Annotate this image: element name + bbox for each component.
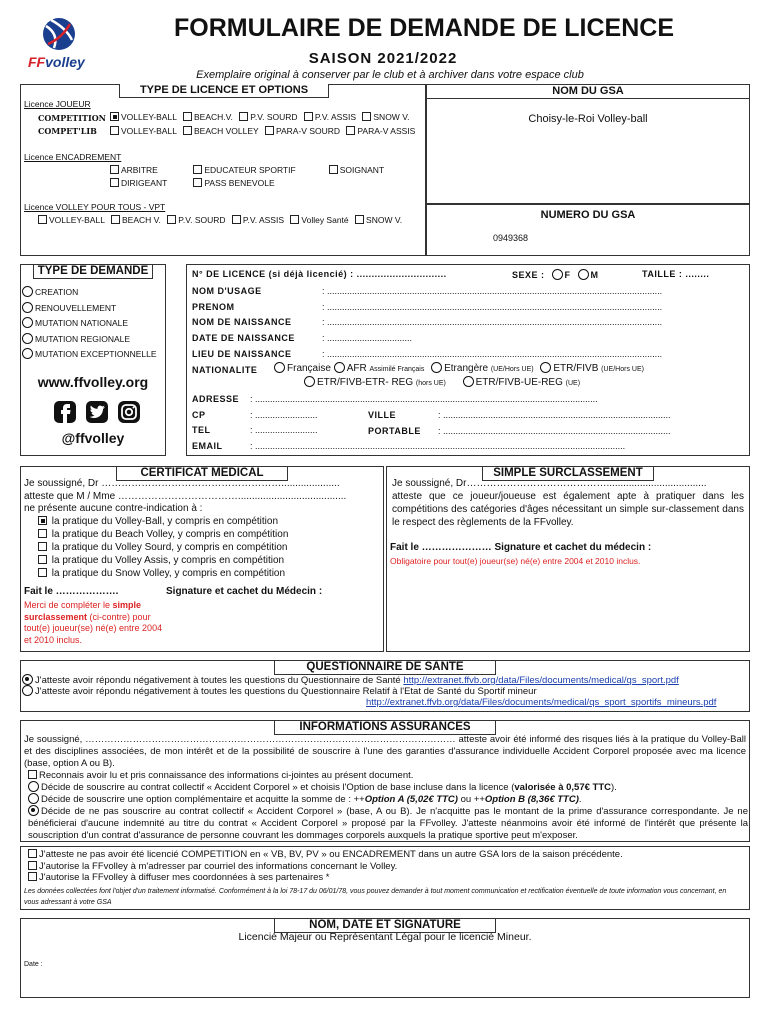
radio-nat-etrangere[interactable] (431, 362, 442, 373)
checkbox-attestation-courriel[interactable] (28, 861, 37, 870)
checkbox-volleyball-competlib[interactable] (110, 126, 119, 135)
competlib-label: COMPET'LIB (38, 126, 97, 136)
surclassement-text: atteste que ce joueur/joueuse est également apte à pratiquer dans les compétitions des catégories d'âges nécessitant un simple sur-classement dans le respect des règlements de la FFvolley. (392, 491, 744, 528)
vpt-row (38, 215, 402, 225)
radio-renouvellement[interactable] (22, 302, 33, 313)
identity-fields (322, 284, 746, 363)
surclassement-heading: SIMPLE SURCLASSEMENT (482, 466, 654, 481)
radio-nat-etr-fivb-etr-reg[interactable] (304, 376, 315, 387)
attestation-item[interactable] (28, 872, 623, 884)
checkbox-pv-assis-competition[interactable] (304, 112, 313, 121)
option-label: EDUCATEUR SPORTIF (204, 165, 296, 175)
option-label: P.V. ASSIS (242, 215, 285, 225)
option-label: VOLLEY-BALL (49, 215, 105, 225)
nat-sublabel: (hors UE) (415, 380, 446, 387)
attestation-label: J'atteste ne pas avoir été licencié COMPETITION en « VB, BV, PV » ou ENCADREMENT dans un autre GSA lors de la saison précédente. (39, 849, 623, 860)
certificat-option[interactable] (38, 567, 288, 580)
nat-sublabel: (UE/Hors UE) (601, 366, 644, 373)
prenom-field[interactable]: : ...................................................................................................................................... (322, 301, 663, 312)
option-label: Reconnais avoir lu et pris connaissance des informations ci-jointes au présent document. (39, 770, 414, 781)
twitter-icon[interactable] (86, 401, 108, 423)
checkbox-vpt-beach[interactable] (111, 215, 120, 224)
checkbox-arbitre[interactable] (110, 165, 119, 174)
nat-label: Française (287, 363, 331, 374)
option-label: la pratique du Volley Assis, y compris en compétition (51, 555, 285, 566)
note-part: Merci de compléter le (24, 600, 113, 610)
gsa-number-value[interactable]: 0949368 (493, 233, 529, 243)
checkbox-vpt-pv-sourd[interactable] (167, 215, 176, 224)
option-label: P.V. SOURD (250, 112, 298, 122)
option-label: VOLLEY-BALL (121, 126, 177, 136)
checkbox-cert-sourd[interactable] (38, 542, 47, 551)
cp-field[interactable]: : ......................... (250, 409, 318, 420)
portable-label: PORTABLE (368, 425, 421, 436)
nationalite-row1 (274, 362, 644, 374)
surclassement-fait[interactable]: Fait le ………………… Signature et cachet du médecin : (390, 542, 652, 553)
demande-option[interactable] (22, 316, 157, 332)
licence-number-label: N° DE LICENCE (si déjà licencié) : (192, 269, 354, 279)
option-label: SNOW V. (366, 215, 403, 225)
assurances-paragraph: Je soussigné, ……………………………………………………………………………………………………… atteste avoir été informé des risques liés à la pratique du Volley-Ball et des disciplines associées, de mon intérêt et de la possibilité de souscrire à l'une des garanties d'assurance individuelle Accident Corporel proposée avec ma licence (base, option A ou B). (24, 734, 746, 769)
facebook-icon[interactable] (54, 401, 76, 423)
sexe-m-label: M (590, 270, 599, 280)
checkbox-attestation-partenaires[interactable] (28, 872, 37, 881)
taille-field[interactable]: ........ (685, 269, 710, 279)
option-label: SOIGNANT (339, 165, 385, 175)
licence-vpt-label: Licence VOLLEY POUR TOUS - VPT (24, 202, 166, 212)
licence-number-field[interactable]: .............................. (356, 269, 447, 279)
checkbox-cert-snow[interactable] (38, 568, 47, 577)
assurance-option-2[interactable]: Décide de souscrire au contrat collectif « Accident Corporel » et choisis l'Option de base incluse dans la licence (valorisée à 0,57€ TTC). (28, 781, 617, 793)
checkbox-dirigeant[interactable] (110, 178, 119, 187)
surclassement-doctor-line[interactable]: Je soussigné, Dr…………………………………….................................... (392, 478, 707, 489)
sexe-f-label: F (564, 270, 571, 280)
lieu-naissance-field[interactable]: : ...................................................................................................................................... (322, 348, 663, 359)
identity-row-sexe (512, 269, 599, 280)
option-b: Option B (8,36€ TTC) (484, 794, 579, 805)
radio-mutation-exceptionnelle[interactable] (22, 348, 33, 359)
nom-naissance-label: NOM DE NAISSANCE (192, 317, 292, 328)
gsa-name-value[interactable]: Choisy-le-Roi Volley-ball (528, 113, 648, 125)
radio-mutation-nationale[interactable] (22, 317, 33, 328)
checkbox-vpt-volleyball[interactable] (38, 215, 47, 224)
nat-label: AFR (346, 363, 367, 374)
demande-heading: TYPE DE DEMANDE (33, 264, 153, 279)
nat-label: Etrangère (444, 363, 489, 374)
adresse-label: ADRESSE (192, 394, 240, 404)
radio-assurance-complementaire[interactable] (28, 793, 39, 804)
option-label: la pratique du Volley Sourd, y compris en compétition (51, 542, 288, 553)
privacy-note: Les données collectées font l'objet d'un traitement informatisé. Conformément à la loi 78-17 du 06/01/78, vous pouvez demander à tout moment communication et rectification éventuelle de toute information vous concernant, en vous adressant à votre GSA (24, 888, 727, 906)
option-label: SNOW V. (373, 112, 410, 122)
nationalite-row2 (304, 376, 580, 388)
licence-joueur-label: Licence JOUEUR (24, 99, 91, 109)
certificat-intro: ne présente aucune contre-indication à : (24, 503, 203, 514)
radio-sexe-f[interactable] (552, 269, 563, 280)
radio-assurance-base[interactable] (28, 781, 39, 792)
signature-subtitle: Licencié Majeur ou Représentant Légal pour le licencié Mineur. (238, 931, 532, 943)
certificat-heading: CERTIFICAT MEDICAL (116, 466, 288, 481)
radio-questionnaire-adulte[interactable] (22, 674, 33, 685)
contact-labels (192, 392, 239, 455)
encadrement-row2 (110, 178, 275, 188)
questionnaire-text: J'atteste avoir répondu négativement à toutes les questions du Questionnaire Relatif à l'Etat de Santé du Sportif mineur (35, 686, 537, 697)
lieu-naissance-label: LIEU DE NAISSANCE (192, 348, 292, 359)
checkbox-beach-competlib[interactable] (183, 126, 192, 135)
checkbox-pass-benevole[interactable] (193, 178, 202, 187)
radio-mutation-regionale[interactable] (22, 333, 33, 344)
radio-sexe-m[interactable] (578, 269, 589, 280)
certificat-option[interactable] (38, 515, 288, 528)
option-label: la pratique du Volley-Ball, y compris en compétition (51, 516, 279, 527)
questionnaire-text: J'atteste avoir répondu négativement à toutes les questions du Questionnaire de Santé (35, 675, 404, 686)
sexe-label: SEXE : (512, 270, 545, 280)
attestation-label: J'autorise la FFvolley à diffuser mes coordonnées à ses partenaires * (39, 872, 330, 883)
social-handle: @ffvolley (61, 430, 125, 446)
checkbox-vpt-snow[interactable] (355, 215, 364, 224)
social-icons (54, 400, 144, 424)
assurance-option-1[interactable] (28, 770, 413, 781)
questionnaire-link-adulte[interactable]: http://extranet.ffvb.org/data/Files/documents/medical/qs_sport.pdf (403, 675, 679, 686)
ville-label: VILLE (368, 410, 397, 420)
nat-label: ETR/FIVB (553, 363, 599, 374)
option-label: VOLLEY-BALL (121, 112, 177, 122)
nat-sublabel: (UE/Hors UE) (490, 366, 534, 373)
checkbox-educateur[interactable] (193, 165, 202, 174)
questionnaire-link-mineur[interactable]: http://extranet.ffvb.org/data/Files/documents/medical/qs_sport_sportifs_mineurs.pdf (366, 697, 717, 708)
checkbox-vpt-sante[interactable] (290, 215, 299, 224)
checkbox-vpt-pv-assis[interactable] (232, 215, 241, 224)
signature-box (20, 918, 750, 998)
nat-label: ETR/FIVB-UE-REG (475, 377, 563, 388)
demande-option[interactable] (22, 301, 157, 317)
email-field[interactable]: : .................................................................................................................................................... (250, 441, 626, 452)
radio-creation[interactable] (22, 286, 33, 297)
checkbox-soignant[interactable] (329, 165, 338, 174)
signature-heading: NOM, DATE ET SIGNATURE (274, 918, 496, 933)
attestation-label: J'autorise la FFvolley à m'adresser par courriel des informations concernant le Volley. (39, 860, 398, 872)
option-label: PARA-V SOURD (275, 126, 341, 136)
option-label: CREATION (35, 287, 79, 297)
option-label: PARA-V ASSIS (357, 126, 416, 136)
radio-nat-francaise[interactable] (274, 362, 285, 373)
certificat-options (38, 515, 288, 580)
nom-usage-label: NOM D'USAGE (192, 286, 262, 296)
certificat-option[interactable] (38, 528, 288, 541)
checkbox-para-assis-competlib[interactable] (346, 126, 355, 135)
page-title: FORMULAIRE DE DEMANDE DE LICENCE (173, 14, 674, 42)
checkbox-assurance-reconnais[interactable] (28, 770, 37, 779)
option-price: valorisée à 0,57€ TTC (514, 782, 612, 793)
checkbox-pv-sourd-competition[interactable] (239, 112, 248, 121)
note-part: (ci-contre) pour tout(e) joueur(se) né(e) entre 2004 et 2010 inclus. (24, 611, 163, 645)
attestation-item[interactable] (28, 861, 623, 873)
signature-date-label[interactable]: Date : (24, 961, 43, 968)
checkbox-para-sourd-competlib[interactable] (265, 126, 274, 135)
licence-type-heading: TYPE DE LICENCE ET OPTIONS (119, 84, 329, 98)
radio-assurance-refus[interactable] (28, 805, 39, 816)
questionnaire-heading: QUESTIONNAIRE DE SANTE (274, 660, 496, 675)
certificat-doctor-line[interactable]: Je soussigné, Dr ………………………………………………..................... (24, 478, 340, 489)
option-or: ou ++ (457, 794, 485, 805)
certificat-fait-le[interactable]: Fait le ………………. (24, 586, 119, 597)
radio-nat-etr-fivb-ue-reg[interactable] (463, 376, 474, 387)
cp-label: CP (192, 409, 206, 420)
option-label: BEACH V. (121, 215, 161, 225)
option-label: Décide de souscrire au contrat collectif « Accident Corporel » et choisis l'Option de base incluse dans la licence ( (41, 782, 515, 793)
certificat-signature-label: Signature et cachet du Médecin : (166, 586, 323, 597)
encadrement-row1 (110, 165, 384, 175)
logo-text: FFvolley (28, 54, 85, 70)
option-label: MUTATION NATIONALE (35, 318, 129, 328)
certificat-note (24, 600, 164, 646)
option-label: P.V. ASSIS (314, 112, 357, 122)
portable-field[interactable]: : ........................................................................................... (438, 425, 671, 436)
checkbox-snow-competition[interactable] (362, 112, 371, 121)
identity-row-taille (642, 269, 709, 279)
option-label: ARBITRE (121, 165, 158, 175)
certificat-option[interactable] (38, 554, 288, 567)
ffvolley-logo (26, 14, 92, 72)
prenom-label: PRENOM (192, 301, 235, 312)
website-text: www.ffvolley.org (37, 374, 149, 390)
assurance-option-4[interactable] (28, 805, 748, 842)
ville-portable-fields (438, 408, 746, 439)
nationalite-label: NATIONALITE (192, 364, 258, 375)
checkbox-cert-beach[interactable] (38, 529, 47, 538)
option-label: MUTATION REGIONALE (35, 333, 131, 344)
certificat-patient-line[interactable]: atteste que M / Mme ………………………………....................................... (24, 490, 347, 502)
nat-sublabel: Assimilé Français (369, 366, 425, 373)
surclassement-note: Obligatoire pour tout(e) joueur(se) né(e) entre 2004 et 2010 inclus. (390, 556, 641, 566)
gsa-name-box (426, 84, 750, 204)
option-label: Volley Santé (301, 215, 349, 225)
assurances-heading: INFORMATIONS ASSURANCES (274, 720, 496, 735)
option-label: PASS BENEVOLE (204, 178, 275, 188)
demande-option[interactable] (22, 347, 157, 363)
note-bold: simple surclassement (24, 600, 142, 622)
joueur-row1 (110, 112, 409, 122)
joueur-row2 (110, 126, 415, 136)
attestations-list (28, 849, 623, 884)
option-label: RENOUVELLEMENT (35, 302, 117, 313)
season-title: SAISON 2021/2022 (308, 50, 458, 67)
gsa-name-heading: NOM DU GSA (426, 84, 750, 99)
demande-options (22, 285, 157, 363)
option-a: Option A (5,02€ TTC) (364, 794, 458, 805)
instagram-icon[interactable] (118, 401, 140, 423)
nom-usage-field[interactable]: : ...................................................................................................................................... (322, 286, 663, 296)
checkbox-cert-volleyball[interactable] (38, 516, 47, 525)
option-label: la pratique du Snow Volley, y compris en compétition (51, 568, 286, 579)
identity-row-licence (192, 269, 447, 279)
nat-label: ETR/FIVB-ETR- REG (317, 377, 414, 388)
subtitle: Exemplaire original à conserver par le club et à archiver dans votre espace club (196, 69, 584, 81)
adresse-field[interactable]: : ......................................................................................................................................... (250, 394, 598, 404)
radio-questionnaire-mineur[interactable] (22, 685, 33, 696)
tel-label: TEL (192, 425, 211, 436)
date-naissance-label: DATE DE NAISSANCE (192, 333, 295, 344)
ville-field[interactable]: : ........................................................................................... (438, 410, 671, 420)
option-label: DIRIGEANT (121, 178, 168, 188)
option-label: BEACH.V. (193, 112, 233, 122)
certificat-option[interactable] (38, 541, 288, 554)
ville-portable-labels (368, 408, 421, 439)
option-label: P.V. SOURD (178, 215, 226, 225)
assurance-option-3[interactable]: Décide de souscrire une option complémentaire et acquitte la somme de : ++Option A (5,02€ TTC) ou ++Option B (8,36€ TTC). (28, 793, 582, 805)
checkbox-cert-assis[interactable] (38, 555, 47, 564)
tel-field[interactable]: : ......................... (250, 425, 318, 436)
nom-naissance-field[interactable]: : ...................................................................................................................................... (322, 317, 663, 328)
checkbox-beach-competition[interactable] (183, 112, 192, 121)
competition-label: COMPETITION (38, 113, 106, 123)
date-naissance-field[interactable]: : .................................. (322, 333, 413, 344)
checkbox-volleyball-competition[interactable] (110, 112, 119, 121)
demande-option[interactable] (22, 332, 157, 348)
gsa-number-heading: NUMERO DU GSA (540, 209, 636, 221)
licence-encadrement-label: Licence ENCADREMENT (24, 152, 122, 162)
demande-option[interactable] (22, 285, 157, 301)
option-label: MUTATION EXCEPTIONNELLE (35, 349, 157, 359)
option-label: BEACH VOLLEY (193, 126, 259, 136)
email-label: EMAIL (192, 441, 223, 452)
taille-label: TAILLE : (642, 269, 683, 279)
option-label: Décide de souscrire une option complémentaire et acquitte la somme de : ++ (41, 794, 365, 805)
radio-nat-etr-fivb[interactable] (540, 362, 551, 373)
checkbox-attestation-gsa[interactable] (28, 849, 37, 858)
gsa-number-box (426, 204, 750, 256)
questionnaire-row2[interactable] (22, 685, 537, 697)
attestation-item[interactable] (28, 849, 623, 861)
certificat-text (24, 478, 346, 516)
nat-sublabel: (UE) (565, 380, 581, 387)
option-label: la pratique du Beach Volley, y compris en compétition (51, 529, 289, 540)
option-label: Décide de ne pas souscrire au contrat collectif « Accident Corporel » (base, A ou B). Je n'acquitte pas le montant de la prime d'assurance correspondante. Je ne bénéficierai d'aucune indemnité au titre du contrat « Accident Corporel » proposé par la FFvolley. J'atteste néanmoins avoir été informé de l'intérêt que présente la souscription d'un contrat d'assurance de personne couvrant les dommages corporels auxquels la pratique sportive peut m'exposer. (28, 806, 748, 841)
radio-nat-afr[interactable] (334, 362, 345, 373)
